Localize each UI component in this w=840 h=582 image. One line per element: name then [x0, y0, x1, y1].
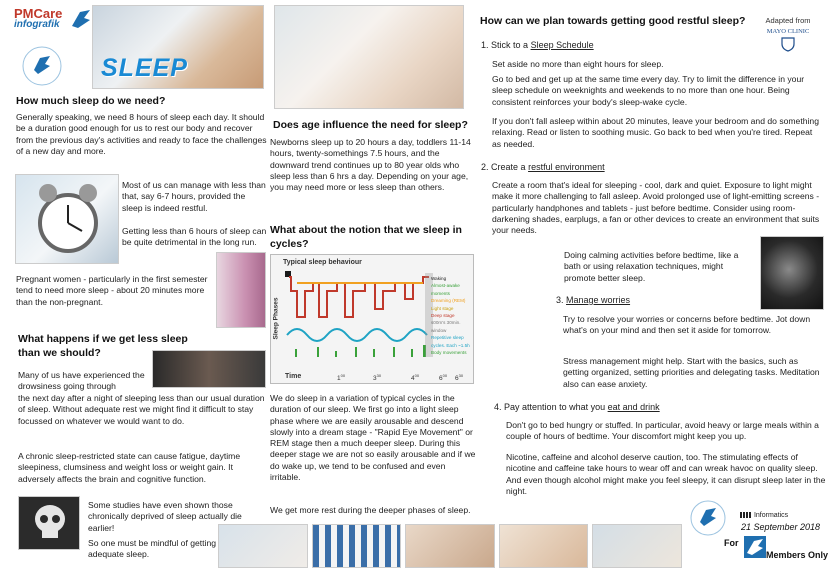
chart-tick-3: $4^{00}$ — [411, 373, 420, 383]
footer-seal-icon — [688, 498, 728, 538]
col1-para-7: A chronic sleep-restricted state can cause fatigue, daytime sleepiness, clumsiness and weight loss or weight gain. It adversely affects the brain and cognitive function. — [18, 451, 241, 484]
logo-block — [14, 6, 94, 90]
tired-driver-photo — [152, 350, 266, 388]
legend-light: Light stage — [431, 305, 454, 311]
col2-para-1: Newborns sleep up to 20 hours a day, toddlers 11-14 hours, twenty-somethings 7.5 hours, and the downward trend continues up to 80 year olds who sleep less than 6 hrs a day. Depending on your age, you may need more or less sleep than others. — [270, 137, 471, 193]
chart-tick-4: $6^{00}$ — [439, 373, 448, 383]
alarm-clock-photo — [15, 174, 119, 264]
legend-body: Body movements — [431, 350, 467, 356]
informatics-mark-icon — [740, 512, 752, 518]
chart-cycle-wave — [287, 329, 427, 341]
col1-para-5: Many of us have experienced the drowsiness going through — [18, 370, 145, 392]
footer-photo-3 — [405, 524, 495, 568]
members-bird-icon — [744, 536, 766, 558]
step-1-para-3: If you don't fall asleep within about 20 minutes, leave your bedroom and do something relaxing. Read or listen to soothing music. Go back to bed when you're tired. Repeat as needed. — [492, 116, 819, 149]
legend-almost-awake: Almost-awake moments — [431, 283, 460, 296]
legend-deep: Deep stage — [431, 313, 455, 319]
col1-heading-how-much: How much sleep do we need? — [16, 95, 166, 107]
footer-photo-strip — [218, 524, 682, 568]
step-1-para-1: Set aside no more than eight hours for sleep. — [492, 59, 664, 69]
legend-window: s00m's 30min. window — [431, 320, 461, 333]
col1-para-1: Generally speaking, we need 8 hours of sleep each day. It should be a duration good enough for us to rest our body and recover from the previous day's activities and ready to face the challenges of a new day and more. — [16, 112, 267, 156]
step-4-para-2: Nicotine, caffeine and alcohol deserve caution, too. The stimulating effects of nicotine and caffeine take hours to wear off and can wreak havoc on quality sleep. And even though alcohol might make you feel sleepy, it can disrupt sleep later in the night. — [506, 452, 826, 496]
col2-heading-cycles: What about the notion that we sleep in cycles? — [270, 224, 462, 250]
step-2-heading: 2. Create a restful environment — [481, 162, 605, 172]
sleep-banner-title: SLEEP — [101, 54, 188, 82]
step-4-heading: 4. Pay attention to what you eat and drink — [494, 402, 660, 412]
step-2-para-2: Doing calming activities before bedtime, like a bath or using relaxation techniques, might promote better sleep. — [564, 250, 739, 283]
sleep-schedule-link: Sleep Schedule — [530, 40, 594, 50]
adapted-from-block — [752, 16, 824, 57]
col1-para-8: Some studies have even shown those chronically deprived of sleep actually die earlier! — [88, 500, 242, 533]
legend-waking: Waking — [431, 276, 447, 281]
members-only-label: Members Only — [766, 550, 829, 560]
col1-heading-less-sleep: What happens if we get less sleep than we should? — [18, 333, 188, 359]
bird-logo-icon — [70, 8, 92, 30]
restful-environment-link: restful environment — [528, 162, 605, 172]
col2-heading-age: Does age influence the need for sleep? — [273, 119, 468, 131]
col1-para-4: Pregnant women - particularly in the first semester tend to need more sleep - about 20 minutes more than the non-pregnant. — [16, 274, 208, 307]
legend-cycles: Repetitive sleep cycles. Each ~1.5h — [431, 335, 470, 348]
col2-para-3: We get more rest during the deeper phases of sleep. — [270, 505, 471, 515]
legend-rem: Dreaming (REM) — [431, 298, 466, 304]
step-1-heading: 1. Stick to a Sleep Schedule — [481, 40, 594, 50]
step-3-para-2: Stress management might help. Start with the basics, such as getting organized, setting priorities and delegating tasks. Meditation also can ease anxiety. — [563, 356, 820, 389]
chart-tick-2: $3^{30}$ — [373, 373, 382, 383]
step-4-para-1: Don't go to bed hungry or stuffed. In particular, avoid heavy or large meals within a couple of hours of bedtime. Your discomfort might keep you up. — [506, 420, 819, 442]
sleep-banner-photo — [92, 5, 264, 89]
skull-icon — [19, 497, 80, 550]
skull-photo — [18, 496, 80, 550]
adapted-from-label: Adapted from — [765, 16, 811, 25]
col3-heading-plan: How can we plan towards getting good restful sleep? — [480, 15, 746, 27]
eat-and-drink-link: eat and drink — [607, 402, 660, 412]
chart-legend — [431, 275, 475, 356]
footer-photo-5 — [592, 524, 682, 568]
footer-photo-2 — [312, 524, 402, 568]
footer-for: For — [724, 538, 739, 548]
chart-ylabel: Sleep Phases — [272, 297, 280, 340]
footer-photo-1 — [218, 524, 308, 568]
chart-plot — [283, 269, 453, 369]
chart-tick-1: $1^{00}$ — [337, 373, 346, 383]
footer-date: 21 September 2018 — [741, 522, 821, 532]
col1-para-9: So one must be mindful of getting adequate sleep. — [88, 538, 217, 560]
footer-photo-4 — [499, 524, 589, 568]
phone-in-bed-photo — [760, 236, 824, 310]
col1-para-3: Getting less than 6 hours of sleep can be quite detrimental in the long run. — [122, 226, 267, 248]
alarm-clock-icon — [16, 175, 119, 264]
step-1-para-2: Go to bed and get up at the same time every day. Try to limit the difference in your sleep schedule on weeknights and weekends to no more than one hour. Being consistent reinforces your body's sleep-wake cycle. — [492, 74, 805, 107]
col2-para-2: We do sleep in a variation of typical cycles in the duration of our sleep. We first go into a light sleep phase where we are easily arousable and descend slowly into a dream stage - "Rapid Eye Movement" or REM stage then a much deeper sleep. During this deeper stage we are not so easily arousable and if we do wake up, we tend to be confused and even irritable. — [270, 393, 476, 483]
mayo-clinic-label: MAYO CLINIC — [766, 28, 810, 35]
step-3-heading: 3. Manage worries — [556, 295, 631, 305]
sleep-chart — [270, 254, 474, 384]
chart-title: Typical sleep behaviour — [283, 259, 362, 266]
col1-para-2: Most of us can manage with less than that, say 6-7 hours, provided the sleep is indeed restful. — [122, 180, 266, 213]
sleeping-baby-photo — [274, 5, 464, 109]
chart-tick-5: $6^{30}$ — [455, 373, 464, 383]
step-2-para-1: Create a room that's ideal for sleeping - cool, dark and quiet. Exposure to light might make it more challenging to fall asleep. Avoid prolonged use of light-emitting screens - particularly handphones and tablets - just before bedtime. Consider using room-darkening shades, earplugs, a fan or other devices to create an environment that suits your needs. — [492, 180, 820, 236]
col1-para-6: the next day after a night of sleeping less than our usual duration of sleep. Without adequate rest we might find it difficult to stay focussed on whatever we would want to do. — [18, 393, 265, 426]
chart-xlabel: Time — [285, 373, 302, 380]
seal-logo-icon — [20, 44, 64, 88]
mayo-shield-icon — [780, 36, 796, 52]
manage-worries-link: Manage worries — [566, 295, 631, 305]
pregnant-woman-photo — [216, 252, 266, 328]
brand-infografik: infografik — [14, 19, 60, 30]
informatics-label: Informatics — [740, 512, 788, 519]
brand-pmcare: PMCare — [14, 6, 63, 21]
chart-body-movements — [295, 345, 426, 357]
step-3-para-1: Try to resolve your worries or concerns before bedtime. Jot down what's on your mind and then set it aside for tomorrow. — [563, 314, 811, 336]
